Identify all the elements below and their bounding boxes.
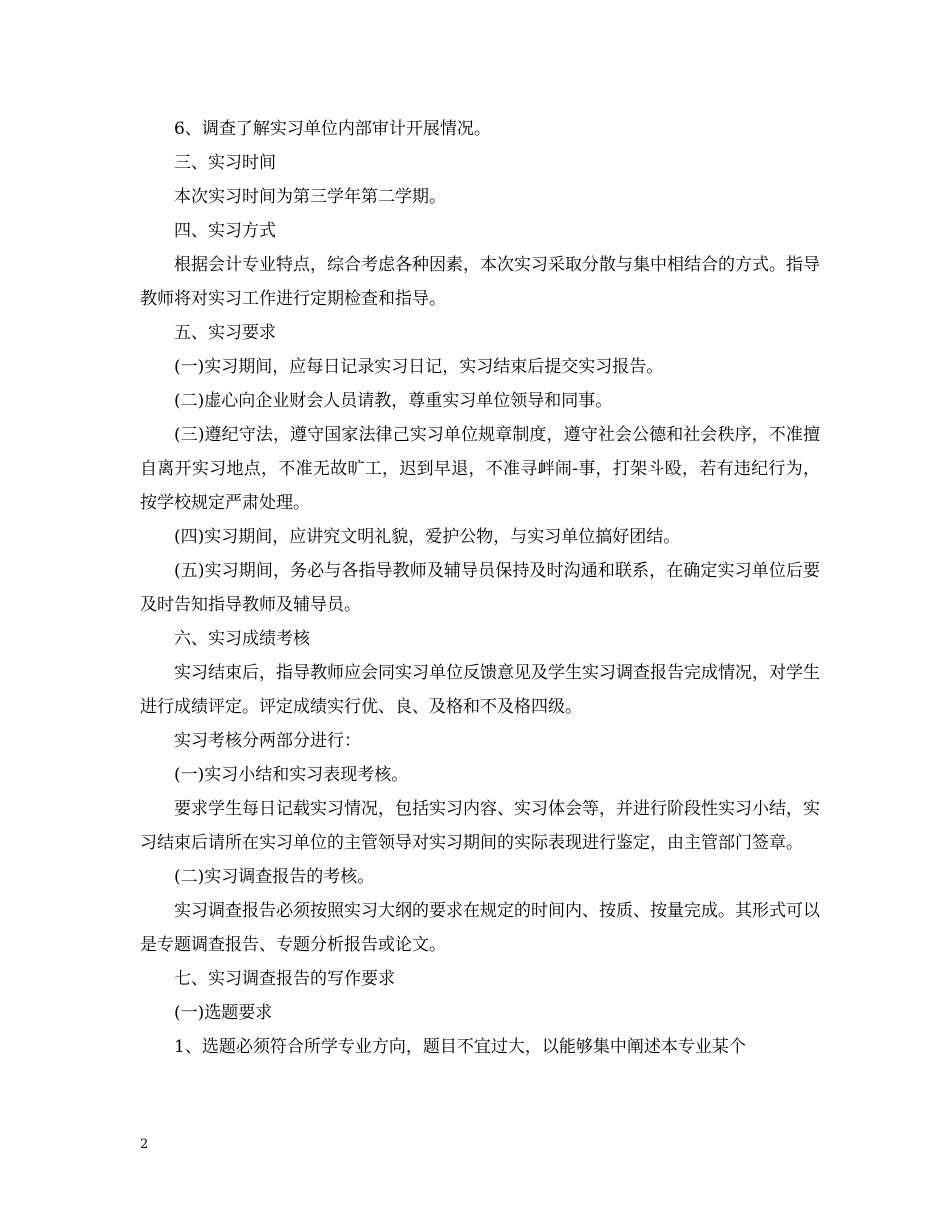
paragraph-1: 6、调查了解实习单位内部审计开展情况。 [174,119,491,139]
document-body [140,112,820,1064]
paragraph-11: (一)实习小结和实习表现考核。 [174,765,409,785]
paragraph-2: 本次实习时间为第三学年第二学期。 [174,187,446,207]
paragraph-13: (二)实习调查报告的考核。 [174,867,375,887]
paragraph-6: (三)遵纪守法，遵守国家法律己实习单位规章制度，遵守社会公德和社会秩序，不准擅自离开实习地点，不准无故旷工，迟到早退，不准寻衅闹-事，打架斗殴，若有违纪行为，按学校规定严肃处理。 [140,425,820,513]
heading-section-4: 四、实习方式 [174,221,276,241]
paragraph-3: 根据会计专业特点，综合考虑各种因素，本次实习采取分散与集中相结合的方式。指导教师将对实习工作进行定期检查和指导。 [140,255,820,309]
paragraph-8: (五)实习期间，务必与各指导教师及辅导员保持及时沟通和联系，在确定实习单位后要及时告知指导教师及辅导员。 [140,561,820,615]
paragraph-4: (一)实习期间，应每日记录实习日记，实习结束后提交实习报告。 [174,357,664,377]
paragraph-12: 要求学生每日记载实习情况，包括实习内容、实习体会等，并进行阶段性实习小结，实习结束后请所在实习单位的主管领导对实习期间的实际表现进行鉴定，由主管部门签章。 [140,799,820,853]
paragraph-9: 实习结束后，指导教师应会同实习单位反馈意见及学生实习调查报告完成情况，对学生进行成绩评定。评定成绩实行优、良、及格和不及格四级。 [140,663,820,717]
paragraph-7: (四)实习期间，应讲究文明礼貌，爱护公物，与实习单位搞好团结。 [174,527,681,547]
paragraph-15: (一)选题要求 [174,1003,273,1023]
paragraph-16: 1、选题必须符合所学专业方向，题目不宜过大，以能够集中阐述本专业某个 [174,1037,746,1057]
heading-section-5: 五、实习要求 [174,323,276,343]
heading-section-3: 三、实习时间 [174,153,276,173]
paragraph-14: 实习调查报告必须按照实习大纲的要求在规定的时间内、按质、按量完成。其形式可以是专题调查报告、专题分析报告或论文。 [140,901,820,955]
heading-section-7: 七、实习调查报告的写作要求 [174,969,395,989]
page-number: 2 [140,1137,149,1152]
paragraph-5: (二)虚心向企业财会人员请教，尊重实习单位领导和同事。 [174,391,613,411]
heading-section-6: 六、实习成绩考核 [174,629,310,649]
paragraph-10: 实习考核分两部分进行： [174,731,361,751]
